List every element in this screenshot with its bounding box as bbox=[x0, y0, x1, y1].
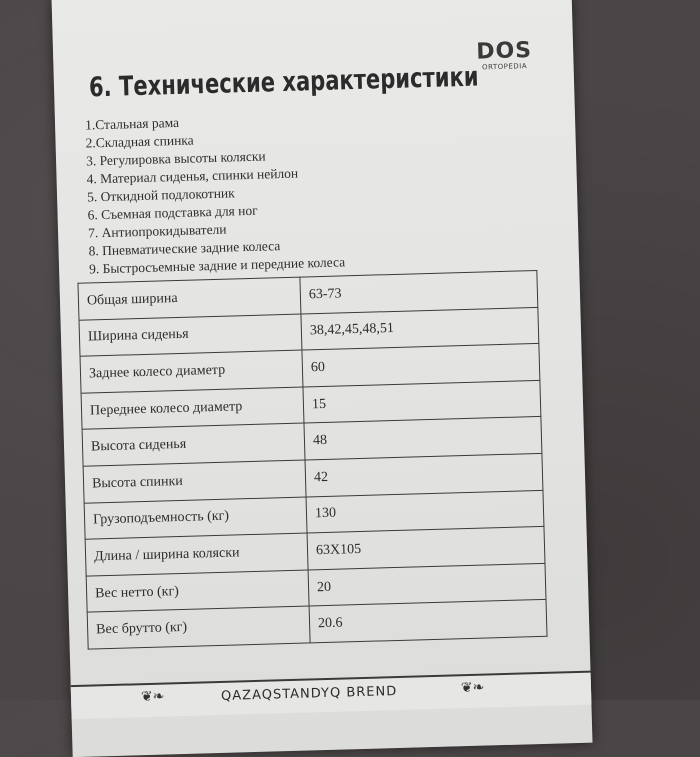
feature-item: 7. Антиопрокидыватели bbox=[87, 221, 227, 241]
feature-item: 6. Съемная подставка для ног bbox=[87, 202, 258, 223]
feature-item: 1.Стальная рама bbox=[84, 114, 180, 133]
spec-label: Длина / ширина коляски bbox=[85, 533, 308, 576]
feature-item: 4. Материал сиденья, спинки нейлон bbox=[86, 165, 299, 187]
section-title: 6. Технические характеристики bbox=[88, 61, 479, 104]
spec-label: Вес нетто (кг) bbox=[86, 570, 309, 613]
dos-ortopedia-logo bbox=[473, 40, 536, 72]
footer-bar bbox=[71, 671, 592, 720]
ornament-left-icon: ❦❧ bbox=[140, 689, 165, 706]
ornament-right-icon: ❦❧ bbox=[460, 680, 485, 697]
spec-value: 63X105 bbox=[307, 527, 545, 570]
spec-label: Заднее колесо диаметр bbox=[80, 350, 303, 393]
spec-label: Высота спинки bbox=[83, 460, 306, 503]
spec-value: 63-73 bbox=[300, 270, 538, 313]
feature-item: 5. Откидной подлокотник bbox=[86, 185, 235, 205]
spec-value: 130 bbox=[306, 490, 544, 533]
spec-label: Высота сиденья bbox=[82, 423, 305, 466]
spec-value: 15 bbox=[303, 380, 541, 423]
spec-label: Переднее колесо диаметр bbox=[81, 387, 304, 430]
spec-value: 42 bbox=[305, 453, 543, 496]
spec-value: 38,42,45,48,51 bbox=[301, 307, 539, 350]
spec-value: 20.6 bbox=[309, 600, 547, 643]
spec-value: 20 bbox=[308, 563, 546, 606]
feature-item: 2.Складная спинка bbox=[85, 132, 194, 151]
spec-value: 48 bbox=[304, 417, 542, 460]
spec-label: Ширина сиденья bbox=[79, 314, 302, 357]
feature-item: 3. Регулировка высоты коляски bbox=[85, 148, 266, 169]
instruction-sheet bbox=[51, 0, 592, 757]
footer-brand: QAZAQSTANDYQ BREND bbox=[220, 684, 398, 704]
logo-subtitle: ORTOPEDIA bbox=[481, 62, 528, 72]
spec-label: Общая ширина bbox=[78, 277, 301, 320]
specs-table bbox=[77, 270, 547, 650]
feature-item: 8. Пневматические задние колеса bbox=[88, 238, 281, 259]
spec-value: 60 bbox=[302, 344, 540, 387]
spec-label: Вес брутто (кг) bbox=[87, 606, 310, 649]
feature-item: 9. Быстросъемные задние и передние колеса bbox=[88, 254, 346, 277]
features-list bbox=[85, 109, 346, 278]
spec-label: Грузоподъемность (кг) bbox=[84, 497, 307, 540]
logo-mark: DOS bbox=[475, 38, 533, 65]
